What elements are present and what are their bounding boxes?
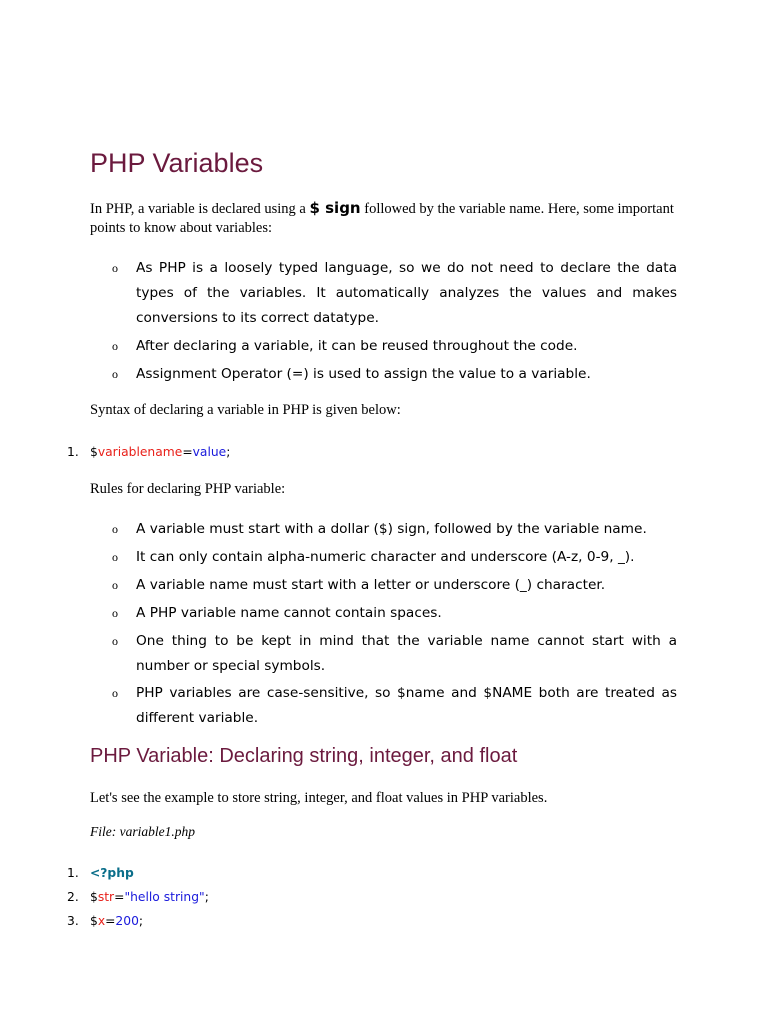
bullet-marker: o: [112, 634, 118, 648]
example-code-block: [0, 861, 768, 933]
list-item: o PHP variables are case-sensitive, so $name and $NAME both are treated as different variable.: [0, 681, 677, 731]
bullet-marker: o: [112, 339, 118, 353]
php-open-tag: <?php: [90, 866, 134, 880]
intro-text-before: In PHP, a variable is declared using a: [90, 201, 310, 217]
line-number: 1.: [67, 445, 79, 459]
rules-intro: Rules for declaring PHP variable:: [90, 481, 286, 497]
section-title: PHP Variable: Declaring string, integer, and float: [90, 745, 518, 767]
list-item: o A variable must start with a dollar ($) sign, followed by the variable name.: [0, 517, 677, 542]
list-item: o As PHP is a loosely typed language, so we do not need to declare the data types of the variables. It automatically analyzes the values and makes conversions to its correct datatype.: [0, 256, 677, 331]
bullet-marker: o: [112, 686, 118, 700]
list-item: o One thing to be kept in mind that the variable name cannot start with a number or special symbols.: [0, 629, 677, 679]
syntax-code-block: [0, 440, 768, 464]
file-label: File: variable1.php: [90, 824, 195, 839]
bullet-marker: o: [112, 522, 118, 536]
page-title: PHP Variables: [90, 148, 264, 178]
rules-list: [0, 517, 768, 731]
bullet-marker: o: [112, 261, 118, 275]
code-line: [0, 861, 768, 885]
list-item: o It can only contain alpha-numeric character and underscore (A-z, 0-9, _).: [0, 545, 677, 570]
intro-dollar-sign: $ sign: [309, 199, 361, 217]
list-item: o Assignment Operator (=) is used to assign the value to a variable.: [0, 362, 677, 387]
intro-paragraph: [90, 199, 680, 238]
bullet-marker: o: [112, 606, 118, 620]
bullet-marker: o: [112, 550, 118, 564]
bullet-marker: o: [112, 578, 118, 592]
example-intro: Let's see the example to store string, integer, and float values in PHP variables.: [90, 790, 548, 806]
syntax-intro: Syntax of declaring a variable in PHP is given below:: [90, 402, 401, 418]
bullet-marker: o: [112, 367, 118, 381]
code-line: 2. $str="hello string";: [0, 885, 768, 909]
list-item: o A PHP variable name cannot contain spaces.: [0, 601, 677, 626]
list-item: o A variable name must start with a letter or underscore (_) character.: [0, 573, 677, 598]
code-line: 3. $x=200;: [0, 909, 768, 933]
code-line: 1. $variablename=value;: [0, 440, 768, 464]
line-number: 3.: [67, 914, 79, 928]
list-item: o After declaring a variable, it can be reused throughout the code.: [0, 334, 677, 359]
intro-text-after: followed by the variable name. Here, some important points to know about variables:: [90, 201, 674, 236]
line-number: 2.: [67, 890, 79, 904]
line-number: 1.: [67, 866, 79, 880]
variable-points-list: [0, 256, 768, 387]
